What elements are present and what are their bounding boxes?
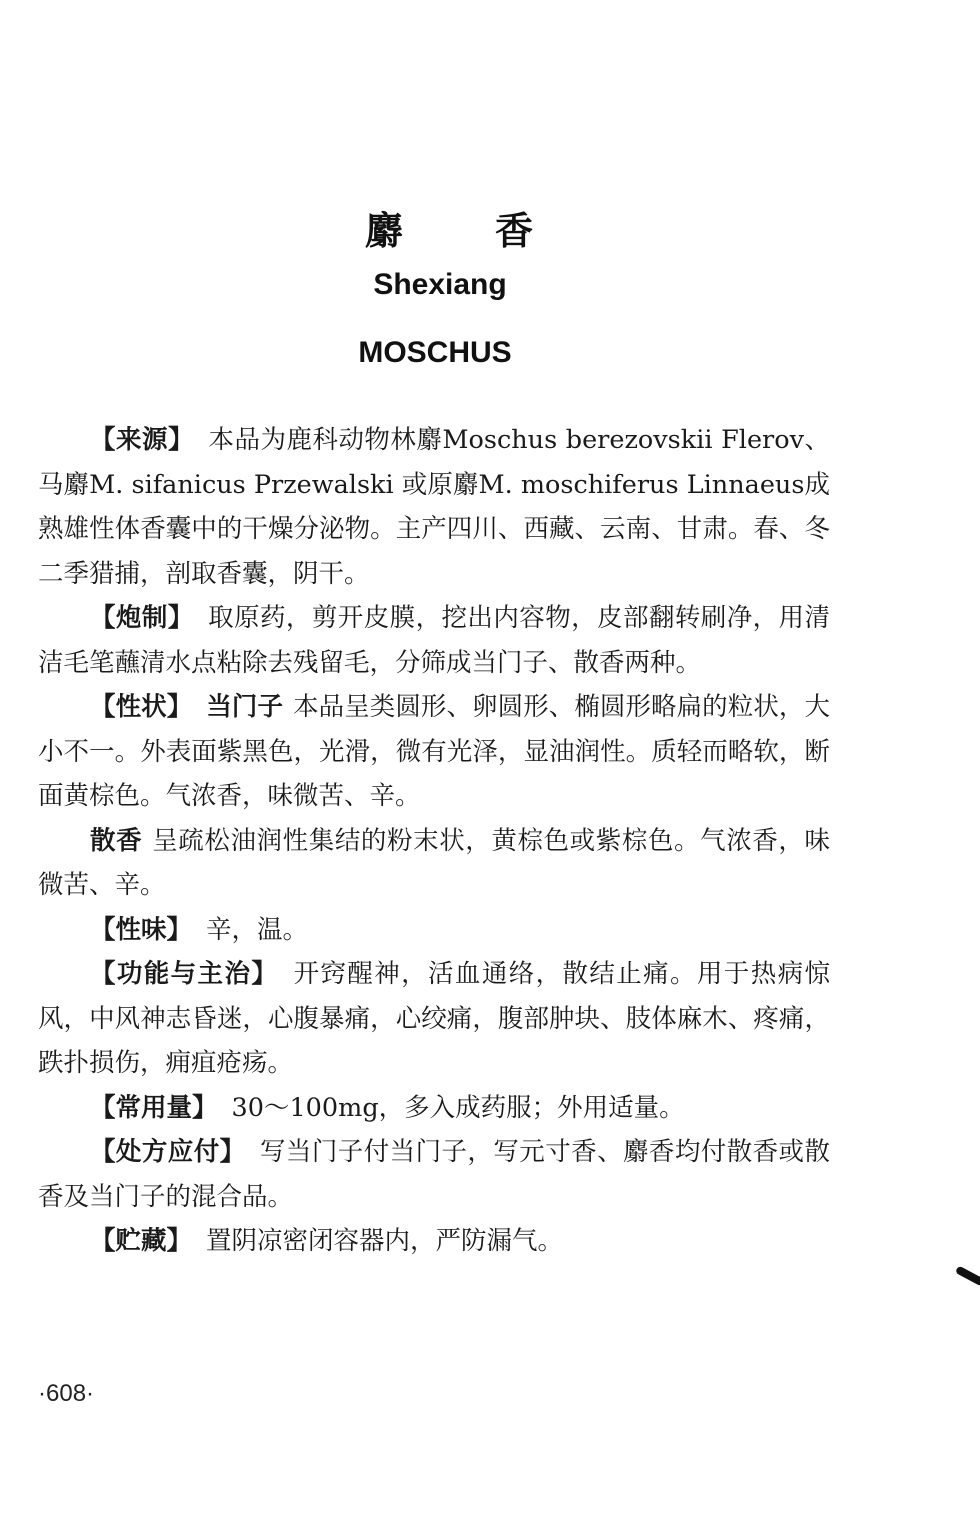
section-label: 【来源】 bbox=[90, 425, 194, 455]
section-text: 呈疏松油润性集结的粉末状，黄棕色或紫棕色。气浓香，味微苦、辛。 bbox=[38, 825, 830, 900]
page-number: ·608· bbox=[38, 1380, 95, 1407]
section-text: 30～100mg，多入成药服；外用适量。 bbox=[231, 1092, 685, 1123]
section-source bbox=[38, 418, 830, 596]
title-pinyin: Shexiang bbox=[373, 268, 507, 301]
section-processing bbox=[38, 596, 830, 685]
section-sublabel: 散香 bbox=[90, 825, 143, 856]
section-label: 【性味】 bbox=[90, 914, 193, 945]
section-label: 【功能与主治】 bbox=[90, 959, 279, 989]
section-description-powder bbox=[38, 819, 830, 908]
section-text: 置阴凉密闭容器内，严防漏气。 bbox=[206, 1226, 564, 1256]
section-sublabel: 当门子 bbox=[206, 692, 284, 722]
section-prescription bbox=[38, 1130, 830, 1219]
scan-speck bbox=[955, 1265, 980, 1286]
section-text: 本品呈类圆形、卵圆形、椭圆形略扁的粒状，大小不一。外表面紫黑色，光滑，微有光泽，显油润性。质轻而略软，断面黄棕色。气浓香，味微苦、辛。 bbox=[38, 692, 830, 811]
section-label: 【贮藏】 bbox=[90, 1226, 193, 1256]
monograph-body bbox=[38, 418, 830, 1264]
section-text: 开窍醒神，活血通络，散结止痛。用于热病惊风，中风神志昏迷，心腹暴痛，心绞痛，腹部肿块、肢体麻木、疼痛，跌扑损伤，痈疽疮疡。 bbox=[38, 959, 830, 1078]
section-label: 【炮制】 bbox=[90, 603, 194, 633]
title-chinese: 麝香 bbox=[364, 209, 625, 253]
section-storage bbox=[38, 1219, 830, 1264]
section-text: 本品为鹿科动物林麝Moschus berezovskii Flerov、马麝M. sifanicus Przewalski 或原麝M. moschiferus Linnaeus成熟雄性体香囊中的干燥分泌物。主产四川、西藏、云南、甘肃。春、冬二季猎捕，剖取香囊，阴干。 bbox=[38, 425, 830, 589]
section-label: 【常用量】 bbox=[90, 1092, 218, 1123]
section-description bbox=[38, 685, 830, 819]
section-text: 取原药，剪开皮膜，挖出内容物，皮部翻转刷净，用清洁毛笔蘸清水点粘除去残留毛，分筛成当门子、散香两种。 bbox=[38, 603, 830, 678]
section-functions bbox=[38, 952, 830, 1086]
title-latin: MOSCHUS bbox=[358, 336, 512, 369]
section-dosage bbox=[38, 1086, 830, 1131]
section-label: 【性状】 bbox=[90, 692, 193, 722]
section-label: 【处方应付】 bbox=[90, 1137, 246, 1167]
section-nature-flavor bbox=[38, 908, 830, 953]
section-text: 辛，温。 bbox=[206, 914, 309, 945]
section-text: 写当门子付当门子，写元寸香、麝香均付散香或散香及当门子的混合品。 bbox=[38, 1137, 830, 1212]
